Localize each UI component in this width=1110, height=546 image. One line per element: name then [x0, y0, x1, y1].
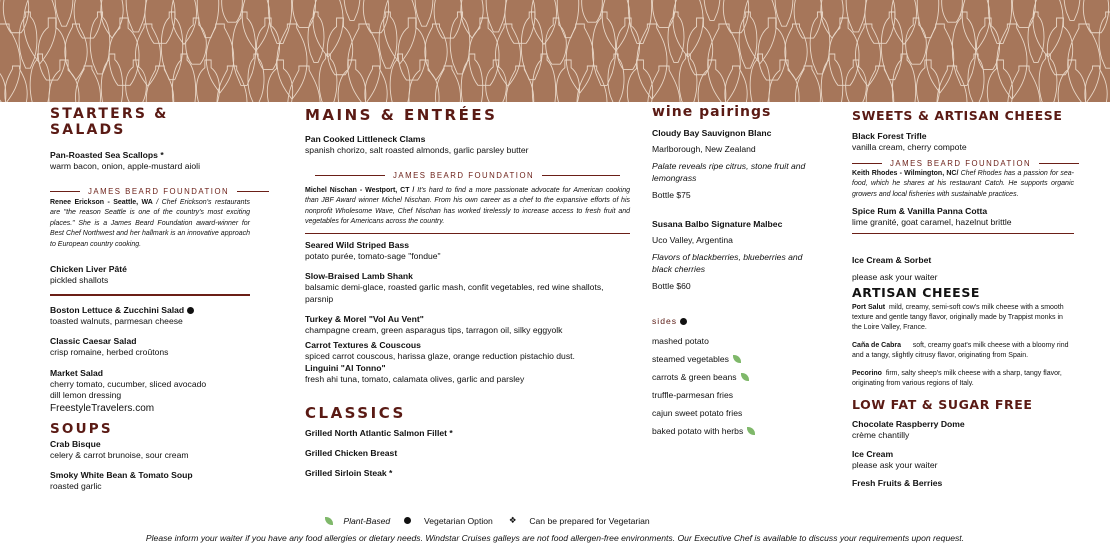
- item-name: Slow-Braised Lamb Shank: [305, 271, 413, 281]
- amphora-shape: [616, 18, 639, 69]
- amphora-shape: [379, 12, 397, 68]
- amphora-shape: [775, 0, 793, 26]
- plant-leaf-icon: [325, 517, 333, 525]
- sides-header: [652, 316, 812, 326]
- side-label: steamed vegetables: [652, 354, 729, 364]
- plant-leaf-icon: [747, 427, 755, 435]
- amphora-shape: [242, 0, 270, 51]
- item-desc: spanish chorizo, salt roasted almonds, garlic parsley butter: [305, 145, 529, 155]
- amphora-shape: [546, 18, 567, 64]
- amphora-shape: [38, 18, 66, 80]
- item-name: Spice Rum & Vanilla Panna Cotta: [852, 206, 988, 216]
- item-name: Boston Lettuce & Zucchini Salad: [50, 304, 185, 315]
- amphora-shape: [708, 24, 741, 102]
- item-desc: cherry tomato, cucumber, sliced avocado: [50, 378, 207, 389]
- divider: [852, 233, 1074, 234]
- amphora-shape: [988, 0, 1011, 43]
- item-name: Turkey & Morel "Vol Au Vent": [305, 314, 424, 324]
- jbf-header: [50, 187, 250, 196]
- cheese-title: ARTISAN CHEESE: [852, 285, 981, 300]
- amphora-shape: [461, 54, 482, 102]
- side-item: [652, 426, 812, 436]
- vegetarian-dot-icon: [680, 318, 687, 325]
- amphora-shape: [846, 60, 867, 102]
- column-wine: [652, 104, 812, 436]
- classic-item: Grilled North Atlantic Salmon Fillet *: [305, 427, 453, 438]
- amphora-shape: [338, 60, 366, 102]
- item-name: Chocolate Raspberry Dome: [852, 419, 965, 429]
- amphora-shape: [365, 66, 387, 102]
- amphora-shape: [172, 0, 197, 44]
- amphora-shape: [348, 24, 381, 102]
- cheese-item: [852, 369, 1074, 389]
- amphora-shape: [268, 0, 291, 43]
- amphora-shape: [582, 0, 603, 22]
- jbf-label: JAMES BEARD FOUNDATION: [890, 158, 1032, 168]
- amphora-shape: [1068, 24, 1101, 102]
- amphora-shape: [3, 0, 28, 33]
- amphora-shape: [865, 0, 895, 43]
- cheese-desc: firm, salty sheep's milk cheese with a sharp, tangy flavor, originating from various regions of Italy.: [852, 370, 1062, 387]
- amphora-shape: [1047, 18, 1072, 75]
- legend-prep: [509, 515, 650, 526]
- amphora-shape: [222, 0, 243, 22]
- mains-title: MAINS & ENTRÉES: [305, 106, 498, 124]
- side-label: truffle-parmesan fries: [652, 390, 734, 400]
- amphora-shape: [197, 0, 218, 38]
- item-name: Ice Cream: [852, 448, 894, 459]
- amphora-shape: [556, 60, 579, 102]
- item-name: Pan Cooked Littleneck Clams: [305, 134, 426, 144]
- wine-notes: Palate reveals ripe citrus, stone fruit and lemongrass: [652, 161, 806, 183]
- website-text: FreestyleTravelers.com: [50, 402, 155, 414]
- item-desc: spiced carrot couscous, harissa glaze, orange reduction pistachio dust.: [305, 350, 575, 361]
- menu-item: [50, 439, 250, 462]
- side-item: [652, 372, 812, 382]
- dietary-legend: [325, 515, 650, 526]
- item-name: Ice Cream & Sorbet: [852, 254, 932, 265]
- amphora-shape: [126, 60, 147, 102]
- menu-item: [305, 363, 630, 386]
- amphora-shape: [794, 0, 822, 38]
- legend-veg: [404, 516, 493, 526]
- menu-item: [50, 305, 250, 328]
- amphora-shape: [906, 18, 927, 64]
- amphora-shape: [1064, 0, 1080, 20]
- legend-veg-label: Vegetarian Option: [424, 515, 493, 526]
- amphora-shape: [829, 18, 859, 85]
- amphora-shape: [846, 0, 866, 32]
- cheese-desc: mild, creamy, semi-soft cow's milk cheese with a smooth texture and gentle tangy flavor, originally made by Trappist monks in the Loire Valley, France.: [852, 304, 1064, 331]
- starters-title: STARTERS & SALADS: [50, 106, 169, 138]
- amphora-shape: [109, 18, 139, 85]
- item-name: Fresh Fruits & Berries: [852, 478, 943, 488]
- item-name: Market Salad: [50, 367, 104, 378]
- jbf-bio: [305, 186, 630, 228]
- amphora-shape: [739, 12, 757, 68]
- item-name: Carrot Textures & Couscous: [305, 339, 421, 350]
- amphora-shape: [292, 0, 315, 27]
- amphora-shape: [687, 18, 712, 75]
- menu-item: [50, 368, 250, 414]
- amphora-shape: [327, 18, 352, 75]
- column-sweets: [852, 104, 1074, 489]
- column-starters: [50, 104, 250, 493]
- amphora-shape: [0, 24, 20, 102]
- menu-item: [852, 478, 1074, 489]
- cheese-name: Caña de Cabra: [852, 342, 902, 349]
- amphora-shape: [65, 24, 87, 80]
- menu-item: [305, 240, 630, 263]
- side-label: cajun sweet potato fries: [652, 408, 743, 418]
- amphora-shape: [1033, 0, 1063, 57]
- amphora-shape: [628, 0, 651, 43]
- amphora-pattern-icon: [0, 0, 1110, 102]
- jbf-header: [305, 171, 630, 180]
- wine-title: wine pairings: [652, 104, 772, 120]
- side-label: baked potato with herbs: [652, 426, 744, 436]
- item-name: Linguini "Al Tonno": [305, 363, 386, 373]
- divider: [305, 233, 630, 234]
- jbf-bio: [852, 169, 1074, 201]
- amphora-shape: [1085, 66, 1107, 102]
- amphora-shape: [398, 18, 426, 80]
- amphora-shape: [637, 24, 667, 99]
- amphora-shape: [206, 24, 234, 93]
- side-item: [652, 354, 812, 364]
- amphora-shape: [319, 54, 337, 102]
- amphora-shape: [725, 66, 747, 102]
- item-desc: vanilla cream, cherry compote: [852, 142, 967, 152]
- item-name: Seared Wild Striped Bass: [305, 239, 410, 250]
- item-name: Crab Bisque: [50, 438, 101, 449]
- decorative-banner: [0, 0, 1110, 102]
- vegetarian-dot-icon: [404, 517, 411, 524]
- item-desc: please ask your waiter: [852, 271, 938, 282]
- item-desc: fresh ahi tuna, tomato, calamata olives, garlic and parsley: [305, 374, 525, 384]
- menu-item: [852, 206, 1074, 229]
- amphora-shape: [101, 54, 122, 102]
- menu-item: [305, 340, 630, 363]
- item-desc: champagne cream, green asparagus tips, tarragon oil, silky eggyolk: [305, 325, 563, 335]
- legend-plant-label: Plant-Based: [343, 515, 391, 526]
- amphora-shape: [997, 24, 1027, 99]
- item-name: Chicken Liver Pâté: [50, 264, 127, 274]
- wine-price: Bottle $60: [652, 281, 691, 291]
- amphora-shape: [962, 0, 990, 51]
- amphora-shape: [1058, 60, 1086, 102]
- amphora-shape: [469, 18, 499, 85]
- side-item: [652, 408, 812, 418]
- amphora-shape: [917, 0, 938, 38]
- soups-title: SOUPS: [50, 420, 113, 437]
- amphora-shape: [256, 18, 279, 69]
- amphora-shape: [186, 18, 207, 64]
- jbf-label: JAMES BEARD FOUNDATION: [88, 186, 230, 196]
- amphora-shape: [5, 66, 27, 102]
- item-desc: potato purée, tomato-sage "fondue": [305, 250, 441, 261]
- column-mains: [305, 104, 630, 479]
- item-desc: balsamic demi-glace, roasted garlic mash, confit vegetables, red wine shallots, parsnip: [305, 282, 604, 304]
- amphora-shape: [363, 0, 388, 33]
- item-desc: toasted walnuts, parmesan cheese: [50, 315, 183, 326]
- amphora-shape: [486, 0, 506, 32]
- amphora-shape: [415, 0, 433, 26]
- jbf-text: / Chef Erickson's restaurants are "the reason Seattle is one of the country's most exciting places." She is a James Beard Foundation award-winner for Best Chef Northwest and her hallmark is an innovative approach to European country cooking.: [50, 198, 250, 248]
- cheese-name: Pecorino: [852, 370, 882, 377]
- menu-item: [50, 336, 250, 359]
- menu-item: [852, 255, 1074, 284]
- sweets-title: SWEETS & ARTISAN CHEESE: [852, 108, 1063, 123]
- classics-title: CLASSICS: [305, 403, 406, 422]
- amphora-shape: [1039, 54, 1057, 102]
- item-name: Smoky White Bean & Tomato Soup: [50, 470, 193, 480]
- menu-item: [305, 271, 630, 305]
- amphora-shape: [532, 0, 557, 44]
- wine-name: Cloudy Bay Sauvignon Blanc: [652, 128, 772, 138]
- amphora-shape: [232, 12, 255, 85]
- amphora-shape: [673, 0, 703, 57]
- amphora-shape: [505, 0, 535, 43]
- divider: [50, 294, 250, 296]
- wine-price: Bottle $75: [652, 190, 691, 200]
- item-name: Classic Caesar Salad: [50, 336, 137, 346]
- amphora-shape: [19, 12, 37, 68]
- classic-item: Grilled Chicken Breast: [305, 447, 398, 458]
- side-item: [652, 336, 812, 346]
- amphora-shape: [679, 54, 697, 102]
- amphora-shape: [592, 12, 615, 85]
- sides-title: sides: [652, 316, 678, 326]
- amphora-shape: [486, 60, 507, 102]
- amphora-shape: [313, 0, 343, 57]
- item-name: Black Forest Trifle: [852, 131, 927, 141]
- side-label: mashed potato: [652, 336, 709, 346]
- amphora-shape: [723, 0, 748, 33]
- amphora-shape: [277, 24, 307, 99]
- menu-item: [852, 449, 1074, 472]
- amphora-shape: [785, 24, 807, 80]
- amphora-shape: [55, 0, 73, 26]
- amphora-shape: [74, 0, 102, 38]
- amphora-shape: [892, 0, 917, 44]
- item-desc: pickled shallots: [50, 275, 109, 285]
- amphora-shape: [952, 12, 975, 85]
- amphora-shape: [1083, 0, 1108, 33]
- jbf-bio: [50, 198, 250, 251]
- item-desc: please ask your waiter: [852, 459, 938, 470]
- cheese-item: [852, 303, 1074, 333]
- item-desc: crisp romaine, herbed croûtons: [50, 347, 169, 357]
- legend-plant: [325, 516, 390, 526]
- jbf-text: Chef Rhodes has a passion for sea-food, which he shares at his restaurant Catch. He supports organic growers and local fisheries with sustainable practices.: [852, 169, 1074, 198]
- item-name: Pan-Roasted Sea Scallops *: [50, 150, 164, 160]
- amphora-shape: [916, 60, 939, 102]
- item-desc: roasted garlic: [50, 481, 102, 491]
- amphora-shape: [976, 18, 999, 69]
- amphora-shape: [145, 0, 175, 43]
- wine-region: Marlborough, New Zealand: [652, 144, 756, 154]
- menu-item: [50, 150, 250, 173]
- menu-item: [852, 131, 1074, 154]
- amphora-shape: [126, 0, 146, 32]
- amphora-shape: [1099, 12, 1110, 68]
- jbf-text: It's hard to find a more passionate advocate for American cooking than JBF Award winner Michel Nischan. From his own career as a chef to the expansive efforts of his nonprofit Wholesome Wave, Chef Nischan has worked tirelessly to increase access to fresh fruit and vegetables for Americans across the country.: [305, 186, 630, 225]
- amphora-shape: [196, 60, 219, 102]
- allergy-notice: Please inform your waiter if you have any food allergies or dietary needs. Windstar Cruises galleys are not food allergen-free environments. Our Executive Chef is available to discuss your requirements upon request.: [145, 533, 965, 543]
- amphora-shape: [90, 12, 110, 74]
- amphora-shape: [652, 0, 675, 27]
- amphora-shape: [821, 54, 842, 102]
- wine-notes: Flavors of blackberries, blueberries and black cherries: [652, 252, 803, 274]
- amphora-shape: [704, 0, 720, 20]
- item-desc: dill lemon dressing: [50, 390, 122, 400]
- menu-item: [50, 264, 250, 287]
- menu-item: [305, 134, 630, 157]
- jbf-header: [852, 159, 1074, 168]
- vegetarian-dot-icon: [187, 307, 194, 314]
- cheese-name: Port Salut: [852, 304, 886, 311]
- plant-leaf-icon: [733, 355, 741, 363]
- amphora-shape: [926, 24, 954, 93]
- amphora-shape: [602, 0, 630, 51]
- wine-name: Susana Balbo Signature Malbec: [652, 219, 783, 229]
- jbf-label: JAMES BEARD FOUNDATION: [393, 170, 535, 180]
- item-desc: celery & carrot brunoise, sour cream: [50, 449, 189, 460]
- classic-item: Grilled Sirloin Steak *: [305, 467, 393, 478]
- amphora-shape: [557, 0, 578, 38]
- cheese-desc: soft, creamy goat's milk cheese with a bloomy rind and a tangy, slightly citrusy flavor, originating from Spain.: [852, 342, 1069, 359]
- menu-item: [50, 470, 250, 493]
- amphora-shape: [810, 12, 830, 74]
- amphora-shape: [698, 60, 726, 102]
- item-desc: lime granité, goat caramel, hazelnut brittle: [852, 217, 1012, 227]
- amphora-shape: [344, 0, 360, 20]
- jbf-chef-name: Renee Erickson - Seattle, WA: [50, 198, 153, 206]
- amphora-shape: [566, 24, 594, 93]
- item-desc: warm bacon, onion, apple-mustard aioli: [50, 161, 200, 171]
- jbf-chef-name: Keith Rhodes - Wilmington, NC/: [852, 169, 959, 177]
- amphora-shape: [942, 0, 963, 22]
- wine-region: Uco Valley, Argentina: [652, 235, 733, 245]
- diamond-icon: ❖: [508, 515, 517, 525]
- amphora-shape: [758, 18, 786, 80]
- amphora-shape: [434, 0, 462, 38]
- amphora-shape: [1012, 0, 1035, 27]
- side-label: carrots & green beans: [652, 372, 737, 382]
- menu-item: [305, 314, 630, 337]
- item-desc: crème chantilly: [852, 430, 910, 440]
- amphora-shape: [425, 24, 447, 80]
- cheese-item: [852, 341, 1074, 361]
- side-item: [652, 390, 812, 400]
- legend-prep-label: Can be prepared for Vegetarian: [529, 515, 650, 526]
- amphora-shape: [450, 12, 470, 74]
- jbf-chef-name: Michel Nischan - Westport, CT /: [305, 186, 415, 194]
- plant-leaf-icon: [741, 373, 749, 381]
- menu-item: [852, 419, 1074, 442]
- lowfat-title: LOW FAT & SUGAR FREE: [852, 397, 1033, 412]
